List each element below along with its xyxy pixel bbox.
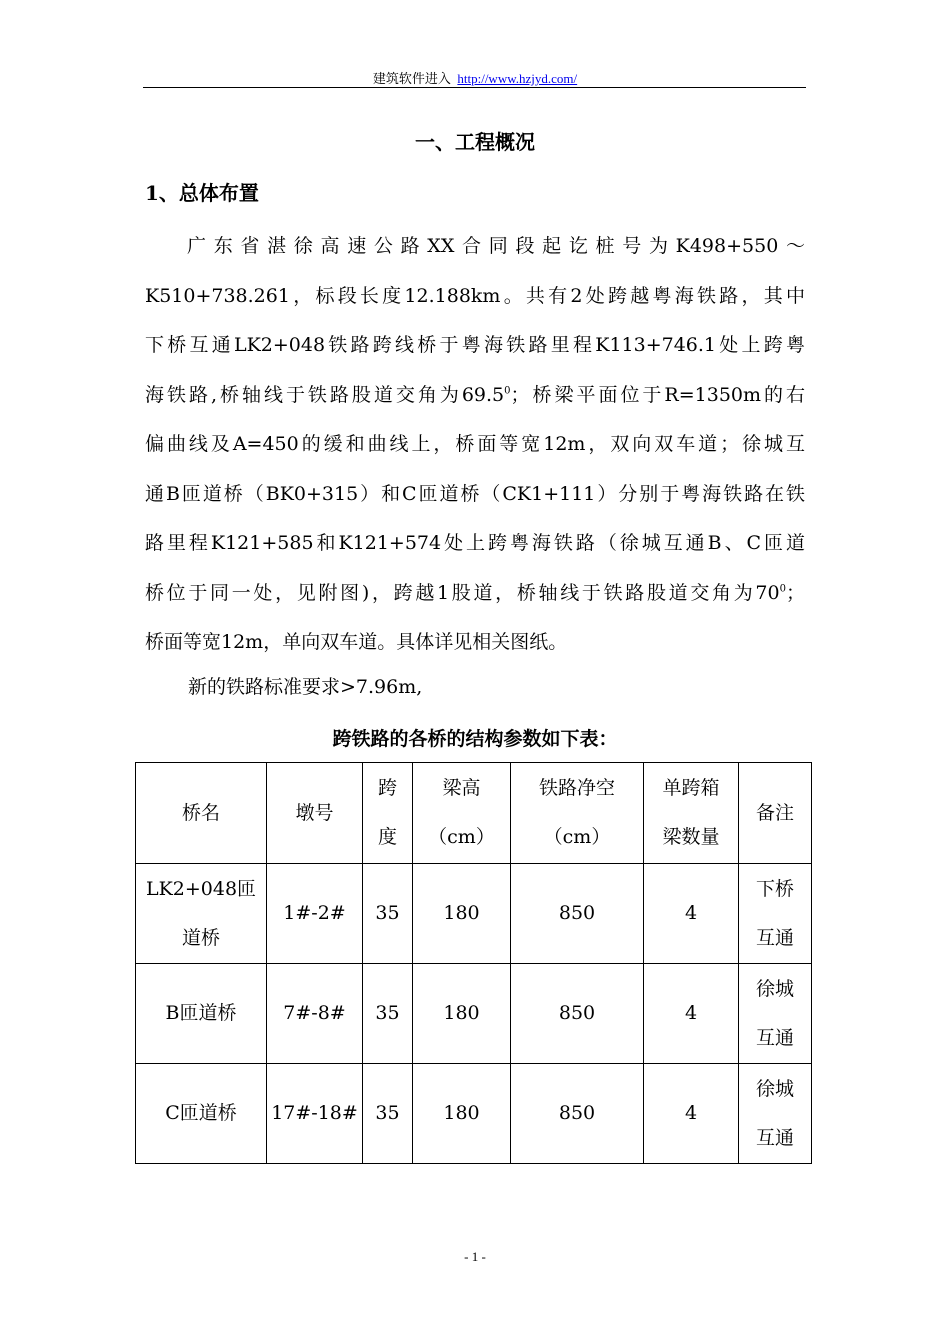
cell-girders: 4 <box>644 1064 739 1164</box>
table-header-row <box>136 763 812 864</box>
paragraph-text: 桥位于同一处，见附图)，跨越1股道，桥轴线于铁路股道交角为70 <box>145 581 780 604</box>
standard-note: 新的铁路标准要求>7.96m, <box>188 676 423 698</box>
cell-girders: 4 <box>644 964 739 1064</box>
header-divider <box>143 87 806 88</box>
table-title: 跨铁路的各桥的结构参数如下表： <box>332 728 618 750</box>
header-cell-remark: 备注 <box>739 763 812 864</box>
overview-paragraph <box>145 222 805 668</box>
cell-name: B匝道桥 <box>136 964 267 1064</box>
header-url-link[interactable]: http://www.hzjyd.com/ <box>457 71 578 86</box>
cell-clearance: 850 <box>511 964 644 1064</box>
cell-pier: 1#-2# <box>267 864 363 964</box>
cell-name: C匝道桥 <box>136 1064 267 1164</box>
paragraph-line <box>145 371 805 421</box>
cell-height: 180 <box>413 864 511 964</box>
cell-remark: 下桥 互通 <box>739 864 812 964</box>
paragraph-line: 通B匝道桥（BK0+315）和C匝道桥（CK1+111）分别于粤海铁路在铁 <box>145 482 805 505</box>
table-row <box>136 964 812 1064</box>
cell-height: 180 <box>413 964 511 1064</box>
table-row <box>136 1064 812 1164</box>
header-cell-girders: 单跨箱 梁数量 <box>644 763 739 864</box>
paragraph-line <box>145 569 805 619</box>
header-cell-height: 梁高 （cm） <box>413 763 511 864</box>
cell-clearance: 850 <box>511 1064 644 1164</box>
cell-remark: 徐城 互通 <box>739 1064 812 1164</box>
cell-girders: 4 <box>644 864 739 964</box>
table-row <box>136 864 812 964</box>
sub-title: 1、总体布置 <box>145 181 259 205</box>
header-cell-span: 跨 度 <box>363 763 413 864</box>
cell-remark: 徐城 互通 <box>739 964 812 1064</box>
bridge-params-table <box>135 762 812 1164</box>
cell-span: 35 <box>363 1064 413 1164</box>
cell-name: LK2+048匝 道桥 <box>136 864 267 964</box>
header-cell-clearance: 铁路净空 （cm） <box>511 763 644 864</box>
paragraph-line: 偏曲线及A=450的缓和曲线上，桥面等宽12m，双向双车道；徐城互 <box>145 433 805 455</box>
cell-clearance: 850 <box>511 864 644 964</box>
header-cell-pier: 墩号 <box>267 763 363 864</box>
cell-pier: 7#-8# <box>267 964 363 1064</box>
page-number: - 1 - <box>464 1249 486 1264</box>
paragraph-line: 广东省湛徐高速公路XX合同段起讫桩号为K498+550～ <box>187 235 805 257</box>
paragraph-line: K510+738.261，标段长度12.188km。共有2处跨越粤海铁路，其中 <box>145 284 805 307</box>
paragraph-line: 桥面等宽12m，单向双车道。具体详见相关图纸。 <box>145 631 568 653</box>
paragraph-text: 海铁路,桥轴线于铁路股道交角为69.5 <box>145 383 505 406</box>
cell-span: 35 <box>363 864 413 964</box>
paragraph-text: ；桥梁平面位于R=1350m的右 <box>510 383 805 406</box>
paragraph-line: 下桥互通LK2+048铁路跨线桥于粤海铁路里程K113+746.1处上跨粤 <box>145 334 805 356</box>
cell-height: 180 <box>413 1064 511 1164</box>
page-header <box>0 68 950 87</box>
header-cell-name: 桥名 <box>136 763 267 864</box>
cell-span: 35 <box>363 964 413 1064</box>
header-prefix: 建筑软件进入 <box>372 71 451 86</box>
degree-mark: 0 <box>504 385 511 397</box>
section-title: 一、工程概况 <box>415 130 535 154</box>
paragraph-text: ； <box>785 581 805 604</box>
paragraph-line: 路里程K121+585和K121+574处上跨粤海铁路（徐城互通B、C匝道 <box>145 532 805 554</box>
cell-pier: 17#-18# <box>267 1064 363 1164</box>
degree-mark: 0 <box>779 583 786 595</box>
